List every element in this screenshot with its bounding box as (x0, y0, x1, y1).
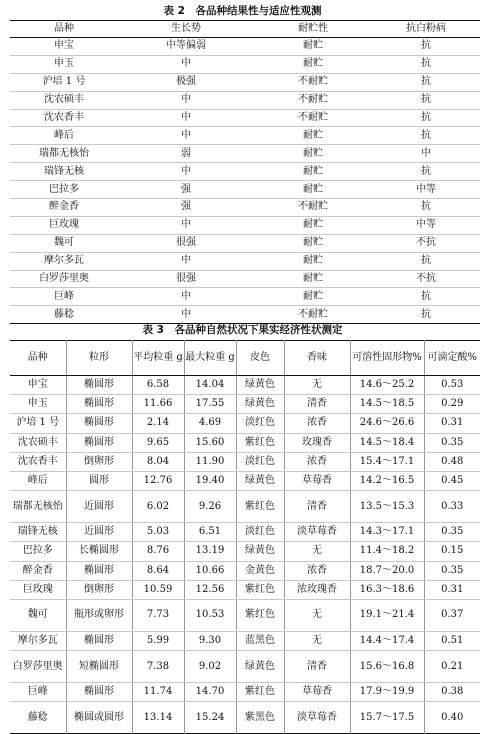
table2-header-cell: 耐贮性 (254, 21, 372, 38)
table3-cell: 淡红色 (236, 523, 284, 542)
table3-cell: 6.02 (132, 491, 184, 523)
table2-cell: 申玉 (10, 55, 118, 73)
table2-row (10, 109, 480, 127)
table2-cell: 很强 (118, 234, 254, 252)
table3-cell: 9.65 (132, 433, 184, 452)
table3-cell: 椭圆形 (66, 561, 132, 580)
table3-cell: 15.4～17.1 (350, 452, 424, 471)
table3-cell: 绿黄色 (236, 542, 284, 561)
table3-cell: 草莓香 (284, 471, 350, 490)
table3-cell: 短椭圆形 (66, 651, 132, 683)
table2-cell: 耐贮 (254, 270, 372, 288)
table2-cell: 醉金香 (10, 199, 118, 217)
table2-cell: 中 (118, 55, 254, 73)
table3-cell: 0.48 (424, 452, 480, 471)
table3-cell: 申宝 (10, 376, 66, 395)
table2-cell: 耐贮 (254, 216, 372, 234)
table3-cell: 近圆形 (66, 523, 132, 542)
table2-cell: 耐贮 (254, 38, 372, 56)
table3-row (10, 702, 480, 734)
table2-row (10, 288, 480, 306)
table3-fruit-economic-traits (10, 340, 480, 734)
table3-cell: 7.73 (132, 599, 184, 631)
table3-cell: 无 (284, 542, 350, 561)
table3-cell: 清香 (284, 651, 350, 683)
table2-cell: 抗 (372, 91, 480, 109)
table3-header-cell: 可滴定酸% (424, 341, 480, 376)
table2-cell: 瑞锋无核 (10, 163, 118, 181)
table3-cell: 淡草莓香 (284, 523, 350, 542)
table2-cell: 弱 (118, 145, 254, 163)
table3-cell: 14.70 (184, 683, 236, 702)
table3-cell: 沈农香丰 (10, 452, 66, 471)
table2-cell: 不耐贮 (254, 91, 372, 109)
table2-cell: 很强 (118, 270, 254, 288)
table2-cell: 抗 (372, 288, 480, 306)
table2-cell: 瑞都无核怡 (10, 145, 118, 163)
table2-cell: 巨峰 (10, 288, 118, 306)
table2-header-cell: 品种 (10, 21, 118, 38)
table2-cell: 中 (118, 127, 254, 145)
table3-cell: 藤稔 (27, 711, 48, 723)
table3-cell: 19.40 (184, 471, 236, 490)
table2-cell: 白罗莎里奥 (10, 270, 118, 288)
table3-cell: 椭圆形 (66, 395, 132, 414)
table3-cell: 紫红色 (236, 599, 284, 631)
table3-cell: 12.76 (132, 471, 184, 490)
table2-row (10, 73, 480, 91)
table3-row (10, 452, 480, 471)
table2-row (10, 145, 480, 163)
table3-cell: 9.30 (184, 631, 236, 650)
table3-cell: 淡红色 (236, 414, 284, 433)
table2-cell: 沈农硕丰 (10, 91, 118, 109)
table3-cell: 白罗莎里奥 (10, 651, 66, 683)
table2-cell: 抗 (372, 38, 480, 56)
table3-cell: 17.55 (184, 395, 236, 414)
table3-cell: 14.04 (184, 376, 236, 395)
table3-cell: 无 (284, 599, 350, 631)
table3-cell: 0.40 (424, 702, 480, 734)
table3-cell: 紫红色 (236, 433, 284, 452)
table3-cell: 5.03 (132, 523, 184, 542)
table2-cell: 摩尔多瓦 (10, 252, 118, 270)
table3-cell: 14.5～18.4 (350, 433, 424, 452)
table3-header-cell: 粒形 (66, 341, 132, 376)
table3-cell: 0.51 (424, 631, 480, 650)
table3-cell: 巨玫瑰 (10, 580, 66, 599)
table3-cell: 摩尔多瓦 (10, 631, 66, 650)
table2-cell: 强 (118, 199, 254, 217)
table3-cell: 11.4～18.2 (350, 542, 424, 561)
table3-cell: 无 (284, 631, 350, 650)
table3-cell: 8.04 (132, 452, 184, 471)
table2-cell: 中 (118, 91, 254, 109)
table3-cell: 清香 (284, 491, 350, 523)
table2-cell: 抗 (372, 73, 480, 91)
table2-cell: 藤稔 (54, 308, 74, 320)
table2-header-cell: 抗白粉病 (372, 21, 480, 38)
table3-cell: 14.6～25.2 (350, 376, 424, 395)
table3-cell: 0.35 (424, 523, 480, 542)
table3-header-cell: 品种 (10, 341, 66, 376)
table3-cell: 19.1～21.4 (350, 599, 424, 631)
table3-cell: 瑞锋无核 (10, 523, 66, 542)
table3-cell: 7.38 (132, 651, 184, 683)
table2-cell: 魏可 (10, 234, 118, 252)
table3-cell: 申玉 (10, 395, 66, 414)
table3-cell: 8.64 (132, 561, 184, 580)
table2-cell: 中等偏弱 (118, 38, 254, 56)
table3-caption: 表 3 各品种自然状况下果实经济性状测定 (142, 324, 343, 336)
table3-cell: 5.99 (132, 631, 184, 650)
table3-cell: 0.45 (424, 471, 480, 490)
table3-cell: 10.59 (132, 580, 184, 599)
table3-cell: 醉金香 (10, 561, 66, 580)
table3-cell: 倒卵形 (66, 580, 132, 599)
table3-cell: 15.7～17.5 (350, 702, 424, 734)
table3-cell: 椭圆形 (66, 631, 132, 650)
table3-cell: 8.76 (132, 542, 184, 561)
table3-cell: 玫瑰香 (284, 433, 350, 452)
table3-cell: 巨峰 (10, 683, 66, 702)
table3-cell: 13.14 (132, 702, 184, 734)
table3-body (10, 376, 480, 734)
table3-cell: 17.9～19.9 (350, 683, 424, 702)
table3-cell: 15.6～16.8 (350, 651, 424, 683)
table2-cell: 中等 (372, 216, 480, 234)
table3-cell: 绿黄色 (236, 651, 284, 683)
table3-row (10, 433, 480, 452)
table2-header-row (10, 21, 480, 38)
table2-cell: 中等 (372, 181, 480, 199)
table3-cell: 2.14 (132, 414, 184, 433)
table2-cell: 不抗 (372, 234, 480, 252)
table3-row (10, 651, 480, 683)
table2-cell: 耐贮 (254, 145, 372, 163)
table3-cell: 6.58 (132, 376, 184, 395)
table2-cell: 抗 (372, 127, 480, 145)
table3-cell: 14.3～17.1 (350, 523, 424, 542)
table3-row (10, 471, 480, 490)
table3-cell: 0.38 (424, 683, 480, 702)
table3-cell: 10.53 (184, 599, 236, 631)
table3-cell: 圆形 (66, 471, 132, 490)
table2-cell: 不耐贮 (254, 109, 372, 127)
table3-cell: 蓝黑色 (236, 631, 284, 650)
table3-row (10, 376, 480, 395)
table2-cell: 中 (118, 163, 254, 181)
table3-cell: 0.53 (424, 376, 480, 395)
table3-cell: 12.56 (184, 580, 236, 599)
table3-row (10, 580, 480, 599)
table3-cell: 椭圆形 (66, 433, 132, 452)
table3-cell: 24.6～26.6 (350, 414, 424, 433)
table3-cell: 绿黄色 (236, 376, 284, 395)
table3-cell: 13.19 (184, 542, 236, 561)
table3-cell: 紫红色 (236, 491, 284, 523)
table3-cell: 清香 (284, 395, 350, 414)
table3-header-cell: 最大粒重 g (184, 341, 236, 376)
table2-cell: 抗 (372, 199, 480, 217)
table3-cell: 紫红色 (236, 580, 284, 599)
table2-cell: 沈农香丰 (10, 109, 118, 127)
table3-cell: 0.31 (424, 580, 480, 599)
table3-cell: 4.69 (184, 414, 236, 433)
table3-cell: 16.3～18.6 (350, 580, 424, 599)
table3-cell: 长椭圆形 (66, 542, 132, 561)
table2-cell: 耐贮 (254, 234, 372, 252)
table3-cell: 14.2～16.5 (350, 471, 424, 490)
table3-header-cell: 香味 (284, 341, 350, 376)
table3-cell: 金黄色 (236, 561, 284, 580)
table2-cell: 耐贮 (254, 55, 372, 73)
table3-cell: 13.5～15.3 (350, 491, 424, 523)
table3-row (10, 395, 480, 414)
table3-cell: 11.66 (132, 395, 184, 414)
table2-cell: 申宝 (10, 38, 118, 56)
table3-cell: 浓玫瑰香 (284, 580, 350, 599)
table3-cell: 15.24 (184, 702, 236, 734)
table2-row (10, 270, 480, 288)
table2-cell: 抗 (372, 252, 480, 270)
table3-cell: 0.35 (424, 561, 480, 580)
table3-cell: 14.5～18.5 (350, 395, 424, 414)
table3-cell: 巴拉多 (10, 542, 66, 561)
table3-cell: 无 (284, 376, 350, 395)
table3-cell: 0.35 (424, 433, 480, 452)
table3-cell: 0.33 (424, 491, 480, 523)
table3-cell: 淡草莓香 (284, 702, 350, 734)
table3-cell: 峰后 (10, 471, 66, 490)
table3-cell: 15.60 (184, 433, 236, 452)
table2-cell: 巨玫瑰 (10, 216, 118, 234)
table2-cell: 不耐贮 (298, 308, 328, 320)
table2-cell: 耐贮 (254, 181, 372, 199)
table2-cell: 抗 (372, 55, 480, 73)
table2-body (10, 38, 480, 324)
table2-cell: 抗 (372, 163, 480, 181)
table3-cell: 0.31 (424, 414, 480, 433)
table3-cell: 淡红色 (236, 452, 284, 471)
table2-cell: 不耐贮 (254, 73, 372, 91)
table2-cell: 极强 (118, 73, 254, 91)
table3-row (10, 491, 480, 523)
table2-cell: 不抗 (372, 270, 480, 288)
table3-row (10, 631, 480, 650)
table2-cell: 中 (372, 145, 480, 163)
table2-cell: 中 (118, 109, 254, 127)
table3-cell: 紫黑色 (236, 702, 284, 734)
table2-cell: 中 (118, 252, 254, 270)
table3-cell: 绿黄色 (236, 395, 284, 414)
table3-cell: 0.21 (424, 651, 480, 683)
table3-header-cell: 平均粒重 g (132, 341, 184, 376)
table3-cell: 0.15 (424, 542, 480, 561)
table3-row (10, 599, 480, 631)
table3-cell: 瑞都无核怡 (10, 491, 66, 523)
table3-cell: 近圆形 (66, 491, 132, 523)
table2-cell: 耐贮 (254, 288, 372, 306)
table3-cell: 椭圆形 (66, 376, 132, 395)
table3-cell: 10.66 (184, 561, 236, 580)
table2-cell: 中 (181, 308, 191, 320)
table2-cell: 不耐贮 (254, 199, 372, 217)
table2-row (10, 38, 480, 56)
table3-row (10, 542, 480, 561)
table3-cell: 椭圆形 (66, 414, 132, 433)
table3-header-cell: 皮色 (236, 341, 284, 376)
table2-cell: 抗 (372, 109, 480, 127)
table3-cell: 11.74 (132, 683, 184, 702)
table2-header-cell: 生长势 (118, 21, 254, 38)
table3-cell: 浓香 (284, 561, 350, 580)
table2-cell: 抗 (421, 308, 431, 320)
table3-cell: 浓香 (284, 452, 350, 471)
table2-cell: 耐贮 (254, 252, 372, 270)
table3-cell: 魏可 (10, 599, 66, 631)
table3-header-cell: 可溶性固形物% (350, 341, 424, 376)
table2-row (10, 181, 480, 199)
table3-row (10, 523, 480, 542)
table2-cell: 巴拉多 (10, 181, 118, 199)
table2-row (10, 55, 480, 73)
table2-cell: 中 (118, 288, 254, 306)
table2-cell: 耐贮 (254, 163, 372, 181)
table3-cell: 沪培 1 号 (10, 414, 66, 433)
table3-cell: 浓香 (284, 414, 350, 433)
table3-cell: 0.37 (424, 599, 480, 631)
table3-cell: 草莓香 (284, 683, 350, 702)
table3-row (10, 561, 480, 580)
table3-cell: 14.4～17.4 (350, 631, 424, 650)
table2-row (10, 234, 480, 252)
table3-cell: 绿黄色 (236, 471, 284, 490)
table3-cell: 0.29 (424, 395, 480, 414)
table2-cell: 耐贮 (254, 127, 372, 145)
table3-cell: 倒卵形 (66, 452, 132, 471)
table3-cell: 9.26 (184, 491, 236, 523)
table3-cell: 18.7～20.0 (350, 561, 424, 580)
table3-cell: 9.02 (184, 651, 236, 683)
table3-cell: 椭圆或圆形 (66, 702, 132, 734)
table2-cell: 强 (118, 181, 254, 199)
table2-cell: 中 (118, 216, 254, 234)
table3-cell: 11.90 (184, 452, 236, 471)
table2-row (10, 216, 480, 234)
table2-row (10, 91, 480, 109)
table2-row (10, 199, 480, 217)
table3-row (10, 414, 480, 433)
table3-cell: 沈农硕丰 (10, 433, 66, 452)
table3-header-row (10, 341, 480, 376)
table2-row (10, 252, 480, 270)
table3-cell: 紫红色 (236, 683, 284, 702)
table3-cell: 椭圆形 (66, 683, 132, 702)
table2-row (10, 127, 480, 145)
table3-row (10, 683, 480, 702)
table2-caption: 表 2 各品种结果性与适应性观测 (163, 5, 322, 17)
table2-row (10, 163, 480, 181)
table3-cell: 瓶形或卵形 (66, 599, 132, 631)
table2-cell: 峰后 (10, 127, 118, 145)
table3-cell: 6.51 (184, 523, 236, 542)
table2-cell: 沪培 1 号 (10, 73, 118, 91)
table2-growth-adaptability (10, 20, 480, 324)
